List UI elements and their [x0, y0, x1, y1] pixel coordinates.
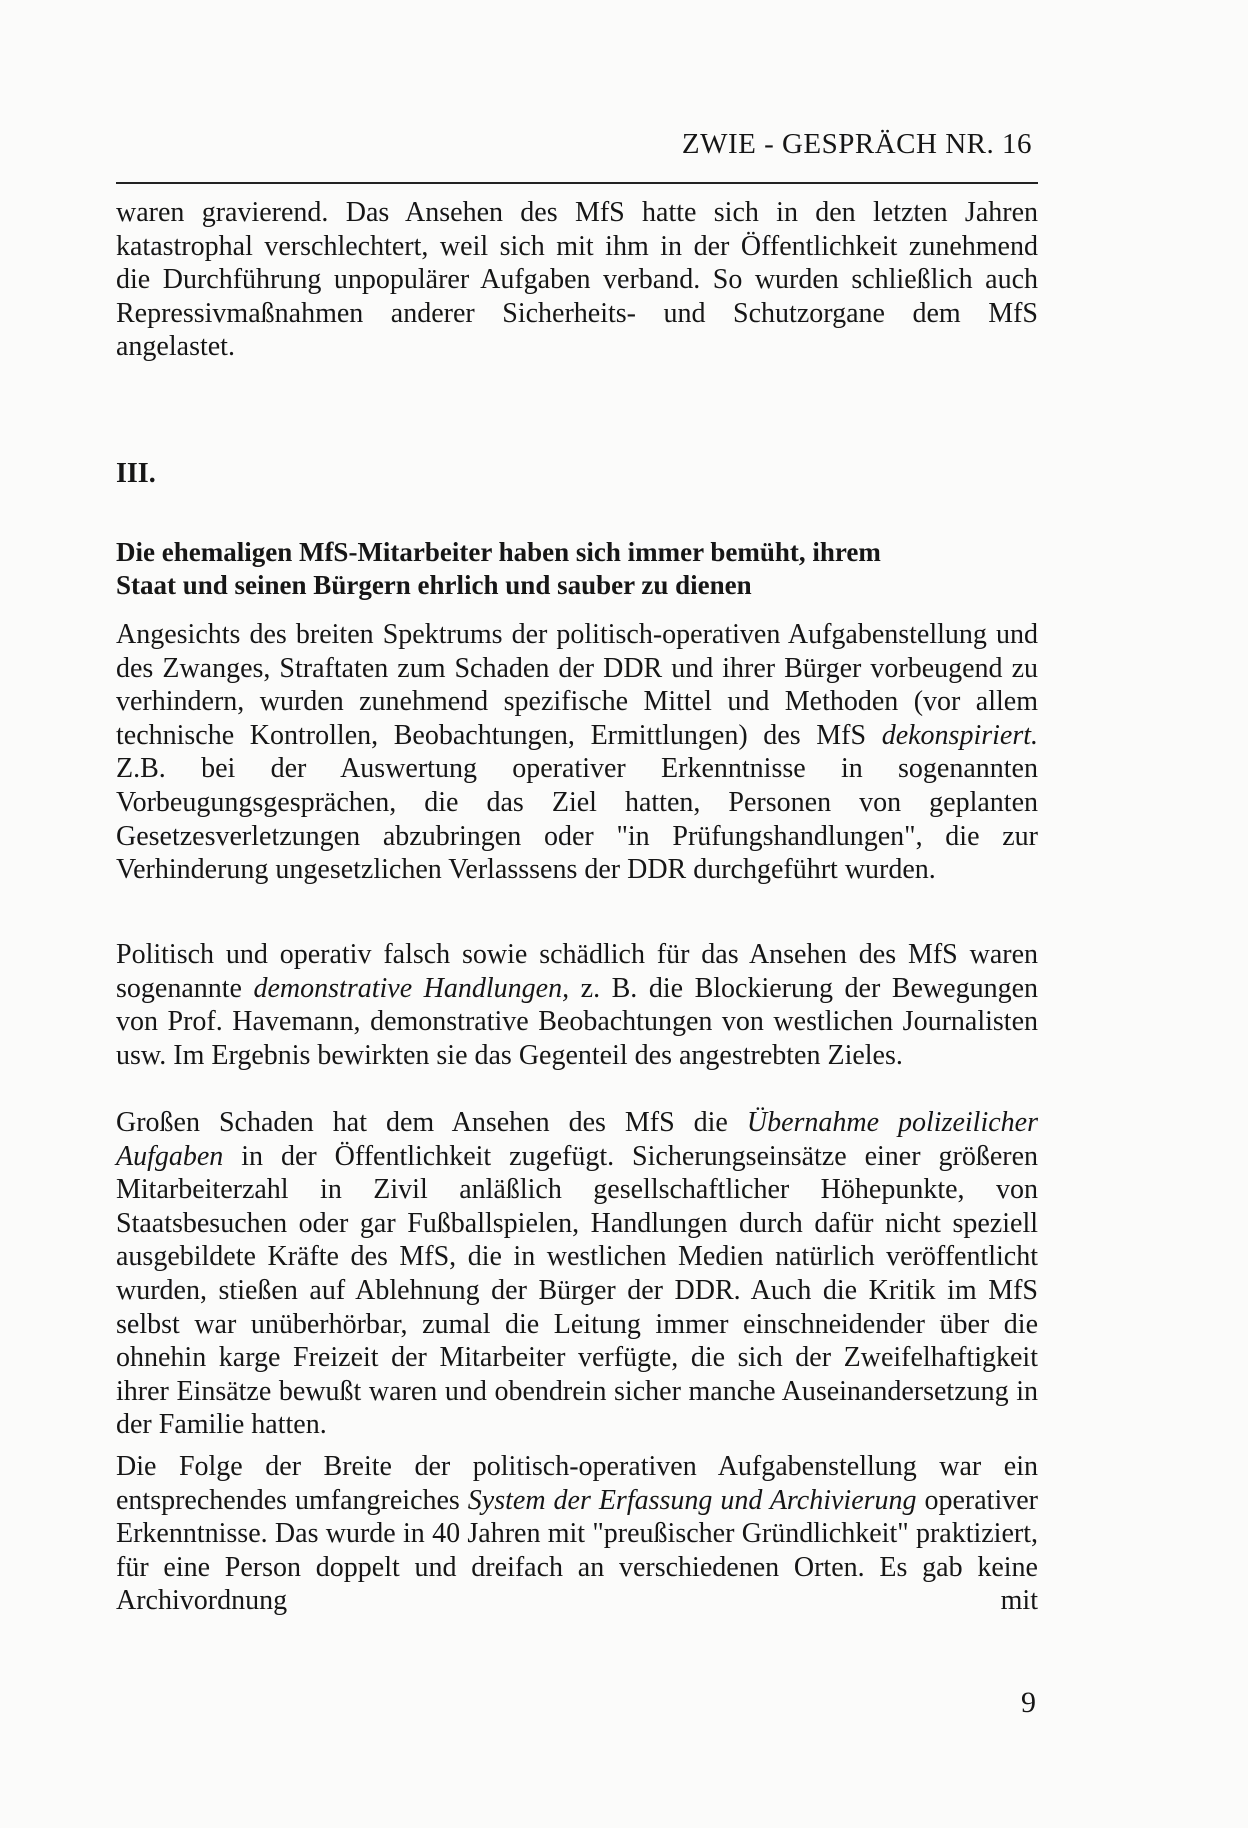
running-header: ZWIE - GESPRÄCH NR. 16 — [681, 128, 1032, 160]
paragraph-1 — [116, 618, 1038, 887]
paragraph-4-text-b: operativer Erkenntnisse. Das wurde in 40 Jahren mit "preußischer Gründlichkeit" praktiziert, für eine Person doppelt und dreifach an verschiedenen Orten. Es gab keine Archivordnung mit — [116, 1484, 1038, 1617]
paragraph-1-emphasis: dekonspiriert. — [881, 719, 1038, 751]
intro-paragraph-text: waren gravierend. Das Ansehen des MfS hatte sich in den letzten Jahren katastrophal verschlechtert, weil sich mit ihm in der Öffentlichkeit zunehmend die Durchführung unpopulärer Aufgaben verband. So wurden schließlich auch Repressivmaßnahmen anderer Sicherheits- und Schutzorgane dem MfS angelastet. — [116, 197, 1038, 363]
page-number: 9 — [1021, 1686, 1036, 1719]
paragraph-2-text-a: Politisch und operativ falsch sowie schädlich für das Ansehen des MfS waren sogenannte — [116, 939, 1038, 1004]
section-heading-line-2: Staat und seinen Bürgern ehrlich und sauber zu dienen — [116, 570, 752, 600]
intro-paragraph — [116, 196, 1038, 364]
paragraph-3-text-a: Großen Schaden hat dem Ansehen des MfS die — [116, 1107, 747, 1138]
paragraph-1-text-a: Angesichts des breiten Spektrums der politisch-operativen Aufgabenstellung und des Zwanges, Straftaten zum Schaden der DDR und ihrer Bürger vorbeugend zu verhindern, wurden zunehmend spezifische Mittel und Methoden (vor allem technische Kontrollen, Beobachtungen, Ermittlungen) des MfS — [116, 619, 1038, 751]
paragraph-4 — [116, 1450, 1038, 1618]
section-heading — [116, 536, 1038, 602]
paragraph-3 — [116, 1106, 1038, 1442]
paragraph-3-emphasis: Übernahme polizeilicher Aufgaben — [116, 1107, 1038, 1172]
paragraph-2-emphasis: demonstrative Handlungen, — [253, 972, 570, 1004]
section-number: III. — [116, 458, 156, 489]
section-heading-line-1: Die ehemaligen MfS-Mitarbeiter haben sich immer bemüht, ihrem — [116, 537, 881, 567]
paragraph-2-text-b: z. B. die Blockierung der Bewegungen von Prof. Havemann, demonstrative Beobachtungen von westlichen Journalisten usw. Im Ergebnis bewirkten sie das Gegenteil des angestrebten Zieles. — [116, 972, 1038, 1071]
paragraph-1-text-b: Z.B. bei der Auswertung operativer Erkenntnisse in sogenannten Vorbeugungsgesprächen, die das Ziel hatten, Personen von geplanten Gesetzesverletzungen abzubringen oder "in Prüfungshandlungen", die zur Verhinderung ungesetzlichen Verlasssens der DDR durchgeführt wurden. — [116, 753, 1038, 886]
paragraph-4-text-a: Die Folge der Breite der politisch-operativen Aufgabenstellung war ein entsprechendes umfangreiches — [116, 1451, 1038, 1516]
paragraph-4-emphasis: System der Erfassung und Archivierung — [467, 1484, 917, 1516]
paragraph-3-text-b: in der Öffentlichkeit zugefügt. Sicherungseinsätze einer größeren Mitarbeiterzahl in Zivil anläßlich gesellschaftlicher Höhepunkte, von Staatsbesuchen oder gar Fußballspielen, Handlungen durch dafür nicht speziell ausgebildete Kräfte des MfS, die in westlichen Medien natürlich veröffentlicht wurden, stießen auf Ablehnung der Bürger der DDR. Auch die Kritik im MfS selbst war unüberhörbar, zumal die Leitung immer einschneidender über die ohnehin karge Freizeit der Mitarbeiter verfügte, die sich der Zweifelhaftigkeit ihrer Einsätze bewußt waren und obendrein sicher manche Auseinandersetzung in der Familie hatten. — [116, 1140, 1038, 1441]
header-rule — [116, 182, 1038, 184]
paragraph-2 — [116, 938, 1038, 1072]
